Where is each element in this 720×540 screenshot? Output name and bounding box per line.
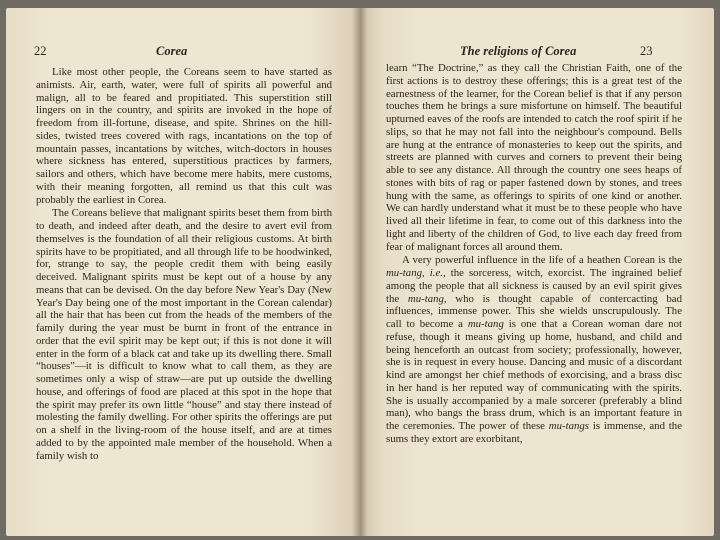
page-number: 22 (34, 44, 47, 58)
text-run: , (422, 267, 430, 279)
text-run: is one that a Corean woman dare not refuse, though it means giving up home, husband, and child and being henceforth an outcast from society; professionally, however, she is in request in every house. Dancing and music of a discordant kind are amongst her chief methods of exorcising, and a brass disc in her hand is her reputed way of communicating with the spirits. She is usually accompanied by a male sorcerer (preferably a blind man), who bangs the brass drum, which is an important feature in the ceremonies. The power of these (386, 318, 682, 432)
right-page (360, 8, 714, 536)
italic-term: mu-tang (386, 267, 422, 279)
page-body (36, 66, 332, 462)
text-run: , who is thought capable of contercacting bad influences, immense power. This she wields unscrupulously. The call to become a (386, 292, 682, 330)
page-number: 23 (640, 44, 653, 58)
paragraph (386, 254, 682, 445)
left-page (6, 8, 360, 536)
text-run: is immense, and the sums they extort are exorbitant, (386, 420, 682, 445)
italic-term: i.e. (429, 267, 443, 279)
italic-term: mu-tang (407, 292, 444, 305)
italic-term: mu-tangs (548, 420, 589, 432)
text-run: A very powerful influence in the life of a heathen Corean is the (402, 254, 682, 267)
italic-term: mu-tang (467, 318, 504, 330)
text-run: , the sorceress, witch, exorcist. The ingrained belief among the people that all sickness is caused by an evil spirit gives the (386, 267, 683, 305)
paragraph: Like most other people, the Coreans seem to have started as animists. Air, earth, water, were full of spirits all powerful and malign, all to be feared and propitiated. This superstition still lingers on in the country, and spirits are invoked in the hope of freedom from ill-fortune, disease, and spite. Shrines on the hill-sides, twisted trees covered with rags, incantations on the top of mountain passes, incantations by witches, witch-doctors in houses where sickness has entered, superstitious practices by farmers, sailors and others, which have become mere habits, mere customs, with their meaning forgotten, all remind us that this cult was probably the earliest in Corea. (36, 66, 332, 206)
page-body (386, 62, 682, 446)
running-head: Corea (156, 44, 188, 58)
running-head: The religions of Corea (460, 44, 577, 58)
paragraph: The Coreans believe that malignant spirits beset them from birth to death, and indeed after death, and the desire to avert evil from themselves is the foundation of all their religious customs. At birth spirits have to be propitiated, and all through life to be hoodwinked, for, strange to say, the people credit them with being easily deceived. Malignant spirits must be kept out of a house by any means that can be devised. On the day before New Year's Day (New Year's Day being one of the most important in the Corean calendar) all the hair that has been cut from the heads of the members of the family during the year must be burnt in front of the entrance in order that the evil spirit may be kept out; if this is not done it will enter in the form of a black cat and take up its dwelling there. Small “houses”—it is difficult to know what to call them, as they are sometimes only a wisp of straw—are put up outside the dwelling house, and offerings of food are placed at this spot in the hope that the spirit may prefer its own little “house” and stay there instead of molesting the family dwelling. For other spirits the offerings are put on a shelf in the living-room of the house itself, and are at times added to by the appointed male member of the household. When a family wish to (36, 207, 332, 462)
paragraph: learn “The Doctrine,” as they call the Christian Faith, one of the first actions is to destroy these offerings; this is a great test of the earnestness of the learner, for the Corean belief is that if any person touches them he brings a sure misfortune on himself. The beautiful upturned eaves of the roofs are intended to catch the roof spirit if he slips, so that he may not fall into the neighbour's compound. Bells are hung at the entrance of monasteries to keep out the spirits, and streets are planned with curves and corners to prevent their being able to see any distance. All through the country one sees heaps of stones with bits of rag or paper fastened down by stones, and trees hung with the same, as offerings to spirits of one kind or another. We can hardly understand what it must be to these people who have lived all their lifetime in fear, to come out of this darkness into the light and liberty of the children of God, to live each day freed from fear of malignant forces all around them. (386, 62, 682, 253)
